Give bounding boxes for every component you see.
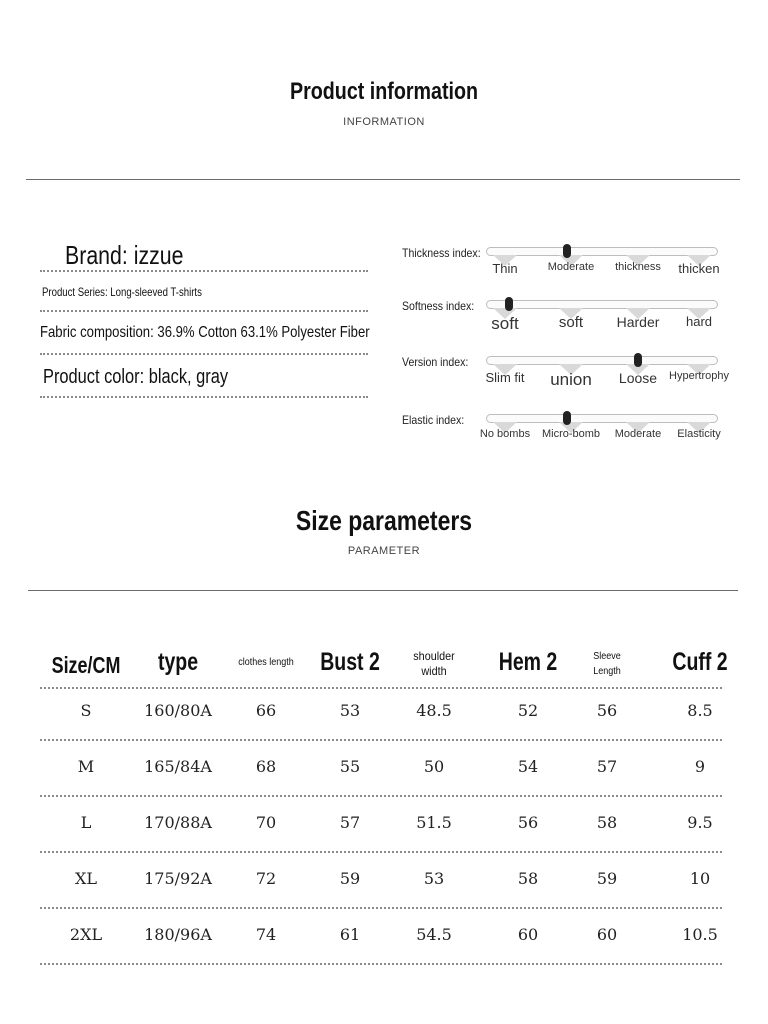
table-cell: 60	[596, 925, 618, 944]
series-text: Product Series: Long-sleeved T-shirts	[42, 285, 202, 299]
index-option: Micro-bomb	[541, 428, 601, 440]
table-cell: 53	[423, 869, 445, 888]
index-option: thicken	[678, 261, 720, 276]
table-cell: 180/96A	[144, 925, 212, 944]
table-cell: 8.5	[687, 701, 713, 720]
table-cell: 56	[596, 701, 618, 720]
dotted-divider	[40, 687, 722, 689]
dotted-divider	[40, 396, 368, 398]
table-cell: 59	[596, 869, 618, 888]
index-slider-knob	[634, 353, 642, 367]
dotted-divider	[40, 795, 722, 797]
index-option: Thin	[492, 261, 518, 276]
index-label: Thickness index:	[402, 246, 481, 260]
table-cell: 54	[517, 757, 539, 776]
index-option: Slim fit	[485, 370, 525, 385]
index-option: Elasticity	[677, 428, 721, 440]
index-option: Harder	[616, 314, 660, 330]
table-cell: 72	[255, 869, 277, 888]
index-slider-track	[486, 356, 718, 365]
table-cell: 48.5	[416, 701, 452, 720]
table-cell: 59	[339, 869, 361, 888]
table-cell: M	[77, 757, 95, 776]
table-cell: 51.5	[416, 813, 452, 832]
table-cell: 9	[694, 757, 706, 776]
table-cell: 50	[423, 757, 445, 776]
dotted-divider	[40, 310, 368, 312]
index-slider-track	[486, 300, 718, 309]
brand-text: Brand: izzue	[65, 240, 184, 270]
table-cell: 55	[339, 757, 361, 776]
table-cell: 53	[339, 701, 361, 720]
table-cell: 61	[339, 925, 361, 944]
table-cell: 175/92A	[144, 869, 212, 888]
index-option: Loose	[618, 370, 658, 386]
index-option: union	[550, 370, 592, 389]
table-cell: 66	[255, 701, 277, 720]
dotted-divider	[40, 963, 722, 965]
table-cell: 58	[517, 869, 539, 888]
table-header-cell: Hem 2	[498, 648, 558, 676]
table-header-cell: type	[157, 648, 199, 676]
index-option: thickness	[615, 261, 661, 273]
dotted-divider	[40, 851, 722, 853]
table-cell: 70	[255, 813, 277, 832]
index-option: Moderate	[547, 261, 595, 273]
index-option: hard	[685, 314, 713, 329]
product-info-subtitle: INFORMATION	[343, 116, 425, 128]
size-params-subtitle: PARAMETER	[347, 545, 421, 557]
table-cell: 57	[339, 813, 361, 832]
dotted-divider	[40, 907, 722, 909]
index-option: No bombs	[479, 428, 531, 440]
table-cell: XL	[74, 869, 98, 888]
table-cell: L	[80, 813, 92, 832]
table-cell: 10	[689, 869, 711, 888]
index-slider-knob	[563, 244, 571, 258]
table-header-cell: Sleeve Length	[593, 651, 621, 677]
index-slider-knob	[563, 411, 571, 425]
table-cell: 10.5	[682, 925, 718, 944]
table-cell: 56	[517, 813, 539, 832]
index-slider-track	[486, 247, 718, 256]
product-info-title: Product information	[289, 78, 479, 105]
dotted-divider	[40, 353, 368, 355]
table-cell: 57	[596, 757, 618, 776]
table-cell: 165/84A	[144, 757, 212, 776]
table-cell: 58	[596, 813, 618, 832]
fabric-text: Fabric composition: 36.9% Cotton 63.1% Polyester Fiber	[40, 324, 370, 341]
table-cell: 68	[255, 757, 277, 776]
index-slider-track	[486, 414, 718, 423]
index-label: Elastic index:	[402, 413, 465, 427]
index-option: Hypertrophy	[669, 370, 729, 382]
table-header-cell: clothes length	[238, 657, 294, 668]
index-label: Softness index:	[402, 299, 475, 313]
section-divider	[26, 179, 740, 180]
index-option: soft	[491, 314, 519, 333]
dotted-divider	[40, 270, 368, 272]
size-params-title: Size parameters	[295, 505, 473, 536]
section-divider	[28, 590, 738, 591]
index-option: soft	[558, 314, 584, 331]
table-cell: 52	[517, 701, 539, 720]
color-text: Product color: black, gray	[43, 366, 229, 388]
table-header-cell: Bust 2	[320, 648, 380, 676]
table-header-cell: Cuff 2	[672, 648, 728, 676]
table-cell: 2XL	[69, 925, 103, 944]
table-cell: 54.5	[416, 925, 452, 944]
table-cell: 60	[517, 925, 539, 944]
table-cell: 74	[255, 925, 277, 944]
table-cell: S	[80, 701, 92, 720]
table-cell: 170/88A	[144, 813, 212, 832]
index-slider-knob	[505, 297, 513, 311]
index-label: Version index:	[402, 355, 469, 369]
table-cell: 160/80A	[144, 701, 212, 720]
table-cell: 9.5	[687, 813, 713, 832]
table-header-cell: Size/CM	[51, 652, 121, 678]
index-option: Moderate	[614, 428, 662, 440]
table-header-cell: shoulder width	[413, 649, 455, 678]
dotted-divider	[40, 739, 722, 741]
